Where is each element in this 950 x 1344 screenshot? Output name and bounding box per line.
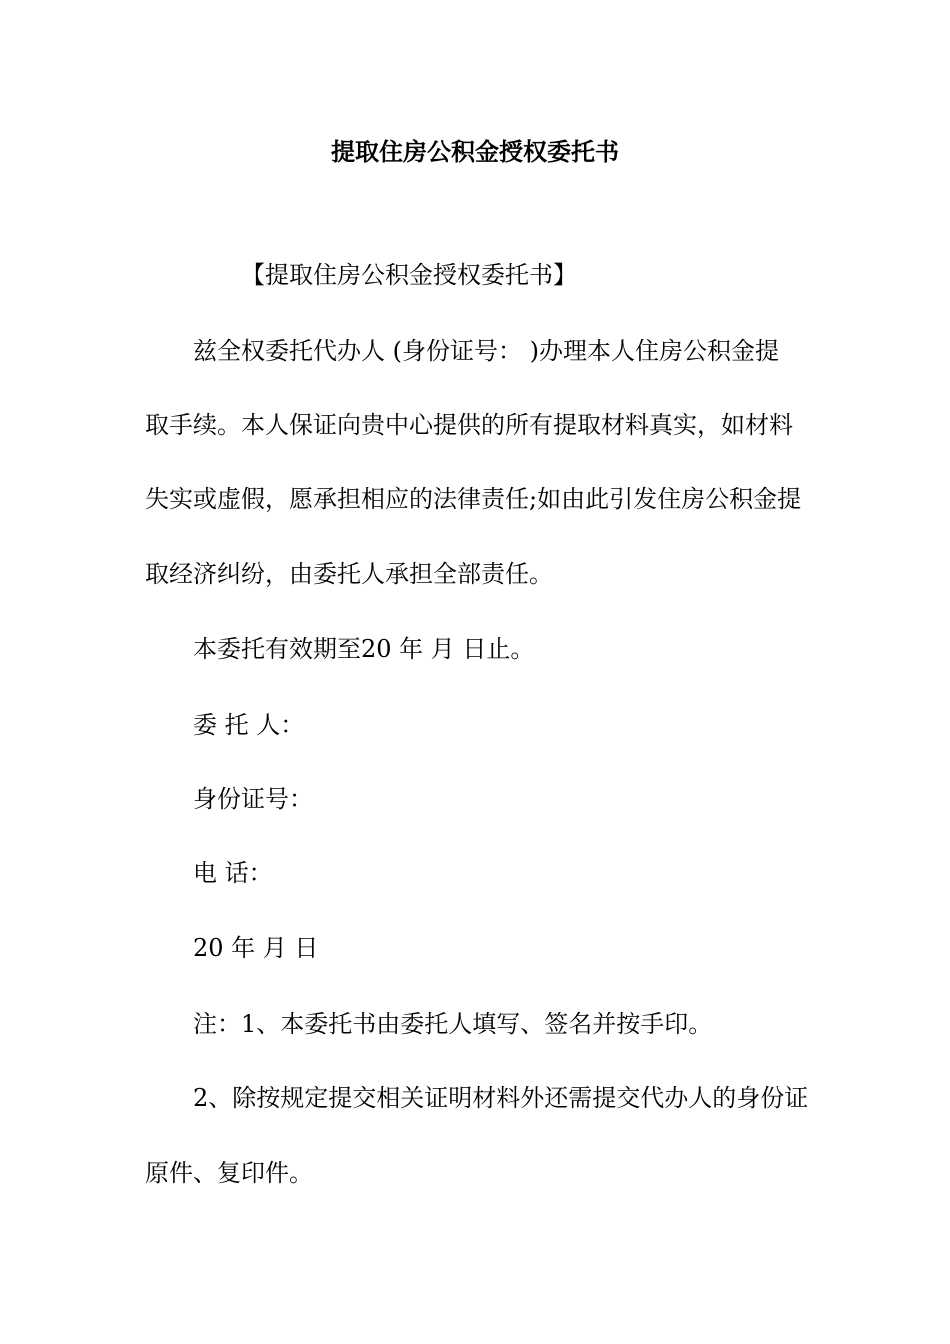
note-line: 原件、复印件。 [145, 1159, 313, 1187]
note-line: 2、除按规定提交相关证明材料外还需提交代办人的身份证 [193, 1084, 809, 1112]
phone-field: 电 话： [193, 859, 273, 887]
paragraph-line: 取手续。本人保证向贵中心提供的所有提取材料真实，如材料 [145, 411, 793, 439]
id-number-field: 身份证号： [193, 785, 313, 813]
validity-line: 本委托有效期至20 年 月 日止。 [193, 635, 535, 663]
paragraph-line: 取经济纠纷，由委托人承担全部责任。 [145, 560, 553, 588]
principal-field: 委 托 人： [193, 711, 305, 739]
date-field: 20 年 月 日 [193, 934, 319, 962]
document-title: 提取住房公积金授权委托书 [331, 137, 619, 166]
paragraph-line: 兹全权委托代办人 (身份证号： )办理本人住房公积金提 [193, 337, 779, 365]
section-heading: 【提取住房公积金授权委托书】 [241, 261, 577, 289]
note-line: 注：1、本委托书由委托人填写、签名并按手印。 [193, 1010, 713, 1038]
paragraph-line: 失实或虚假，愿承担相应的法律责任;如由此引发住房公积金提 [145, 485, 802, 513]
